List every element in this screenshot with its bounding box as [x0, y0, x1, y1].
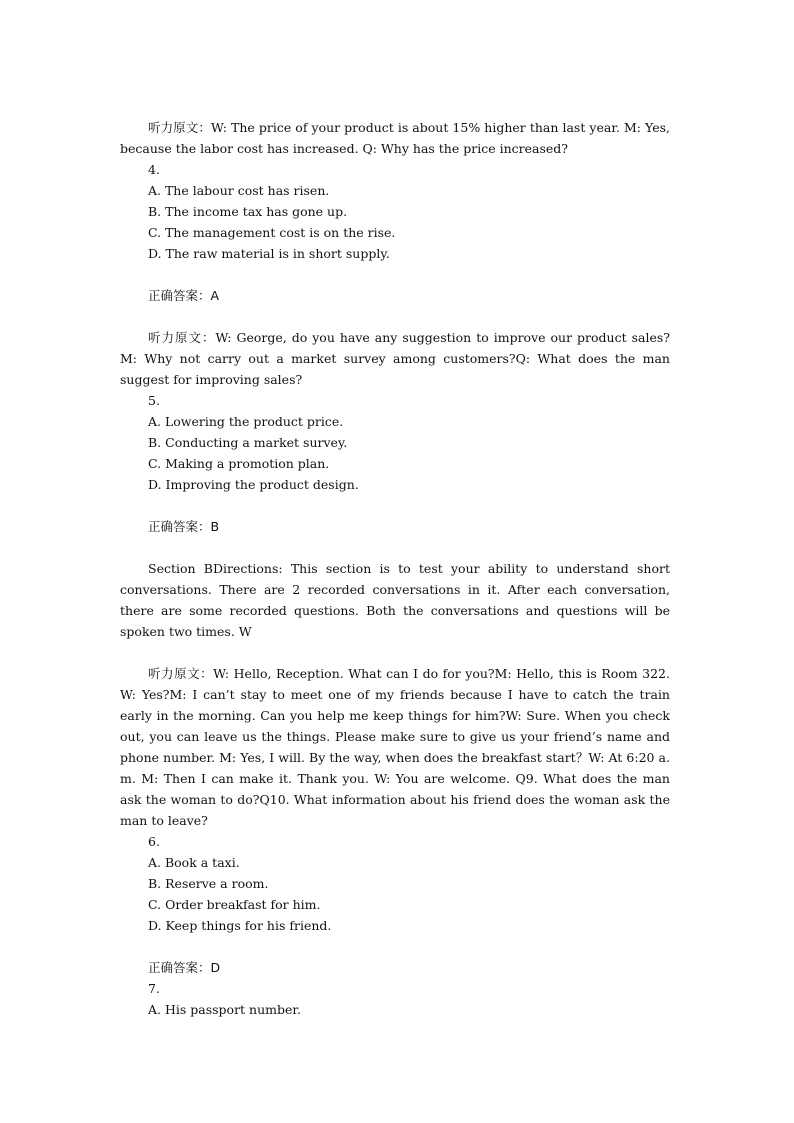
transcript-q4: 听力原文：W: The price of your product is about 15% higher than last year. M: Yes, because the labor cost has increased. Q: Why has the price increased?	[120, 120, 670, 156]
q5-option-a: A. Lowering the product price.	[148, 414, 344, 429]
q7-option-a: A. His passport number.	[148, 1002, 301, 1017]
q6-option-d: D. Keep things for his friend.	[148, 918, 332, 933]
transcript-q5: 听力原文：W: George, do you have any suggestion to improve our product sales?M: Why not carry out a market survey among customers?Q: What does the man suggest for improving sales?	[120, 330, 670, 387]
q6-option-c: C. Order breakfast for him.	[148, 897, 321, 912]
question-number-5: 5.	[148, 393, 160, 408]
q5-option-d: D. Improving the product design.	[148, 477, 359, 492]
q4-option-d: D. The raw material is in short supply.	[148, 246, 390, 261]
q4-answer: 正确答案：A	[148, 288, 220, 303]
section-b-directions: Section BDirections: This section is to test your ability to understand short conversations. There are 2 recorded conversations in it. After each conversation, there are some recorded questions. Both the conversations and questions will be spoken two times. W	[120, 561, 670, 639]
q4-option-a: A. The labour cost has risen.	[148, 183, 330, 198]
question-number-7: 7.	[148, 981, 160, 996]
q5-option-b: B. Conducting a market survey.	[148, 435, 348, 450]
document-content	[120, 117, 670, 1020]
question-number-6: 6.	[148, 834, 160, 849]
q6-option-a: A. Book a taxi.	[148, 855, 240, 870]
q5-option-c: C. Making a promotion plan.	[148, 456, 330, 471]
q6-answer: 正确答案：D	[148, 960, 221, 975]
q4-option-b: B. The income tax has gone up.	[148, 204, 348, 219]
q4-option-c: C. The management cost is on the rise.	[148, 225, 396, 240]
q6-option-b: B. Reserve a room.	[148, 876, 269, 891]
transcript-q6: 听力原文：W: Hello, Reception. What can I do for you?M: Hello, this is Room 322. W: Yes?M: I can’t stay to meet one of my friends because I have to catch the train early in the morning. Can you help me keep things for him?W: Sure. When you check out, you can leave us the things. Please make sure to give us your friend’s name and phone number. M: Yes, I will. By the way, when does the breakfast start？W: At 6:20 a. m. M: Then I can make it. Thank you. W: You are welcome. Q9. What does the man ask the woman to do?Q10. What information about his friend does the woman ask the man to leave?	[120, 666, 670, 828]
q5-answer: 正确答案：B	[148, 519, 220, 534]
question-number-4: 4.	[148, 162, 160, 177]
